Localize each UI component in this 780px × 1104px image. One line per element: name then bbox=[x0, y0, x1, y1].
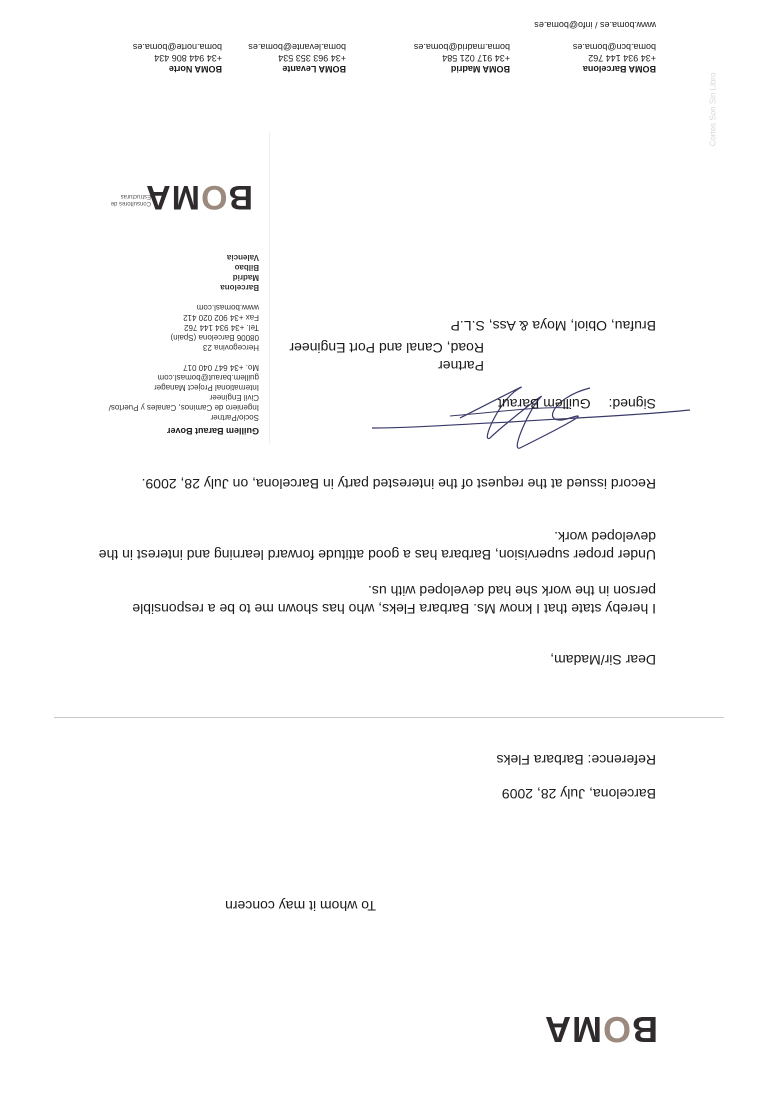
signer-name: Guillem Baraut bbox=[498, 396, 591, 412]
card-website: www.bomasl.com bbox=[196, 303, 259, 312]
office-barcelona: BOMA Barcelona +34 934 144 762 boma.bcn@boma.es bbox=[572, 42, 656, 74]
card-city-name: Bilbao bbox=[234, 263, 259, 272]
handwritten-signature bbox=[370, 368, 690, 468]
card-line: Civil Engineer bbox=[209, 393, 259, 402]
business-card bbox=[65, 132, 270, 444]
office-madrid: BOMA Madrid +34 917 021 584 boma.madrid@boma.es bbox=[413, 42, 510, 74]
card-line: International Project Manager bbox=[154, 383, 259, 392]
card-line: Socio/Partner bbox=[210, 413, 259, 422]
card-address: Hercegovina 23 bbox=[202, 343, 259, 352]
company-name: Brufau, Obiol, Moya & Ass, S.L.P bbox=[450, 318, 656, 334]
fold-line bbox=[54, 717, 724, 718]
signed-label: Signed: bbox=[608, 396, 656, 412]
card-city: 08006 Barcelona (Spain) bbox=[170, 333, 259, 342]
card-line: Ingeniero de Caminos, Canales y Puertos/ bbox=[108, 403, 259, 412]
margin-stamp: Cortes Son Sin Libro bbox=[708, 72, 718, 147]
card-mobile: Mo. +34 647 040 017 bbox=[183, 363, 259, 372]
place-date: Barcelona, July 28, 2009 bbox=[501, 786, 656, 802]
card-boma-logo: BOMA bbox=[145, 178, 253, 216]
card-phone: Tel. +34 934 144 762 bbox=[184, 323, 259, 332]
office-norte: BOMA Norte +34 944 806 434 boma.norte@boma.es bbox=[132, 42, 222, 74]
addressee-line: To whom it may concern bbox=[225, 898, 376, 914]
footer-website: www.boma.es / info@boma.es bbox=[534, 20, 656, 30]
signer-profession: Road, Canal and Port Engineer bbox=[289, 340, 484, 356]
card-fax: Fax +34 902 020 412 bbox=[183, 313, 259, 322]
body-paragraph-2: Under proper supervision, Barbara has a good attitude forward learning and interest in the developed work. bbox=[98, 529, 656, 563]
card-city-name: Valencia bbox=[226, 253, 259, 262]
card-email: guillem.baraut@bomasl.com bbox=[157, 373, 259, 382]
card-tagline: Consultores de Estructuras bbox=[110, 193, 151, 206]
card-city-name: Barcelona bbox=[220, 283, 259, 292]
body-paragraph-1: I hereby state that I know Ms. Barbara Fleks, who has shown me to be a responsible person in the work she had developed with us. bbox=[132, 583, 656, 617]
card-city-name: Madrid bbox=[232, 273, 259, 282]
office-levante: BOMA Levante +34 963 353 534 boma.levante@boma.es bbox=[248, 42, 346, 74]
reference-line: Reference: Barbara Fleks bbox=[496, 752, 656, 768]
card-name: Guillem Baraut Bover bbox=[166, 426, 259, 436]
salutation: Dear Sir/Madam, bbox=[550, 652, 656, 668]
record-statement: Record issued at the request of the interested party in Barcelona, on July 28, 2009. bbox=[141, 476, 656, 492]
signature-line bbox=[498, 396, 656, 412]
boma-logo: BOMA bbox=[543, 1009, 658, 1050]
signer-title: Partner bbox=[438, 358, 484, 374]
